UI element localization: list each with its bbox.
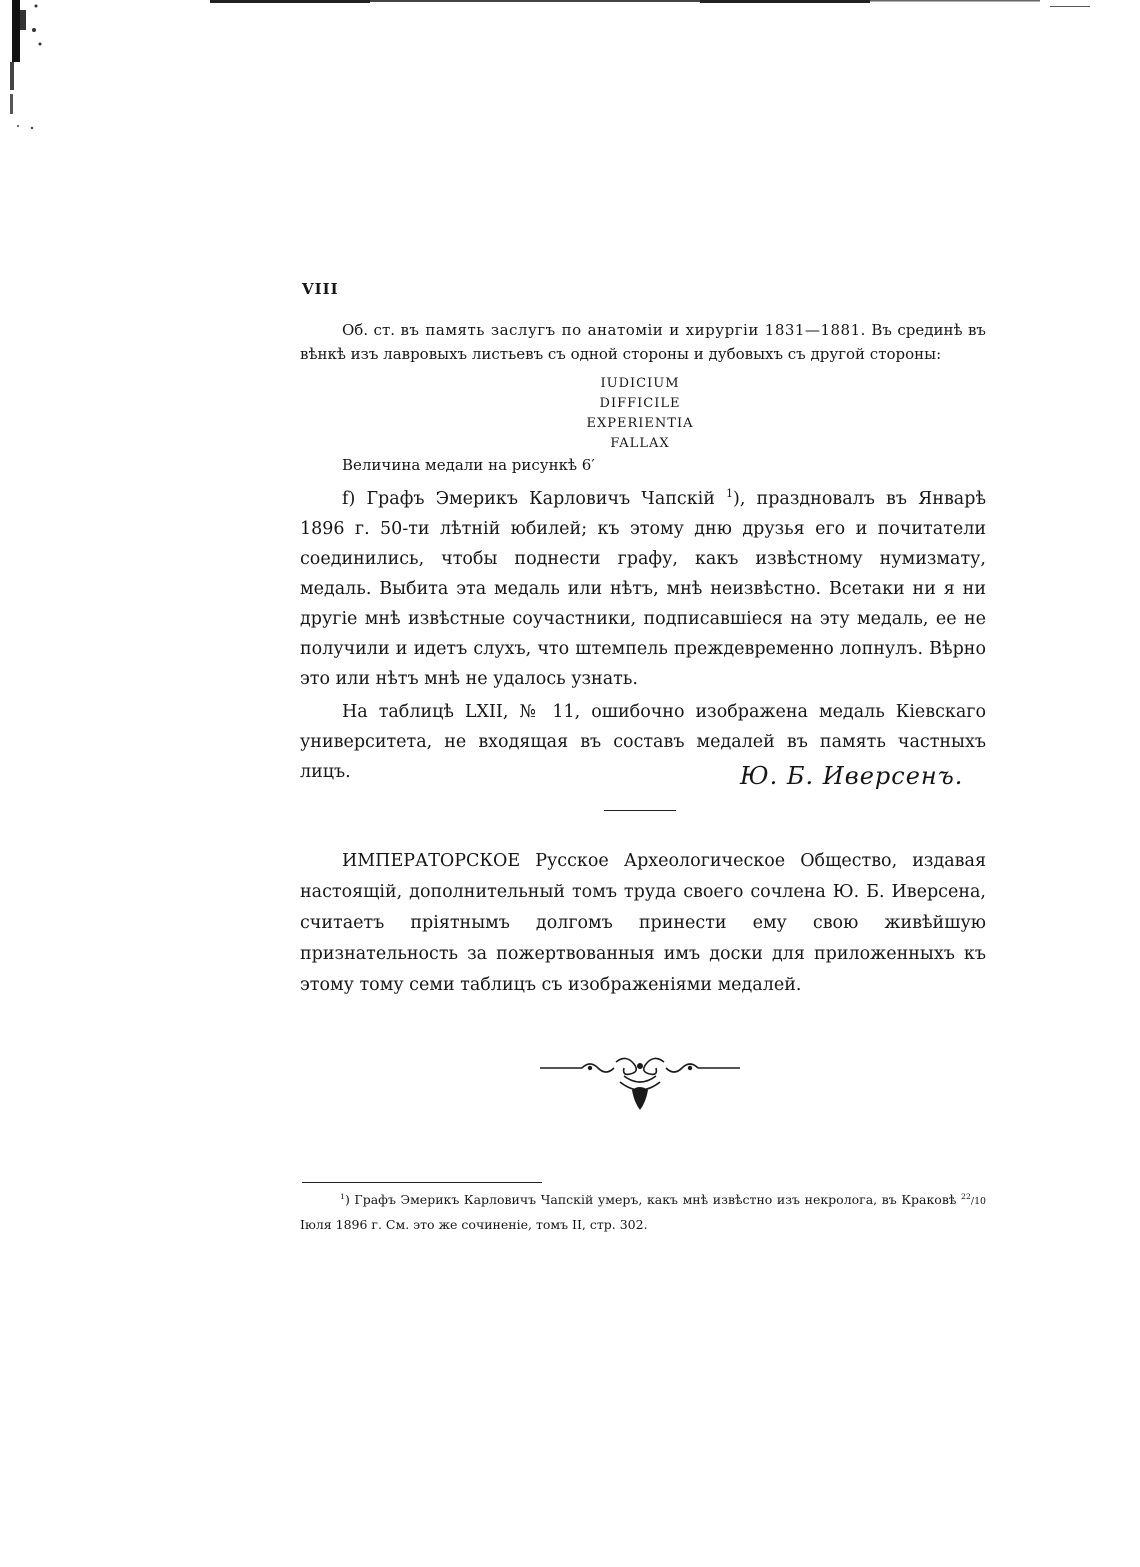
footnote-reference: 1 bbox=[726, 487, 733, 501]
footnote-text-after: Іюля 1896 г. См. это же сочиненіе, томъ II, стр. 302. bbox=[300, 1217, 648, 1232]
paragraph-letter: f) bbox=[342, 489, 356, 509]
inscription-line: IUDICIUM bbox=[600, 376, 680, 391]
footnote-date-sub: /10 bbox=[970, 1196, 986, 1207]
scan-edge-top bbox=[190, 0, 1140, 10]
footnote-text: ) Графъ Эмерикъ Карловичъ Чапскій умеръ, какъ мнѣ извѣстно изъ некролога, въ Краковѣ bbox=[344, 1192, 957, 1207]
paragraph-body: ), праздновалъ въ Январѣ 1896 г. 50-ти лѣтній юбилей; къ этому дню друзья его и почитатели соединились, чтобы поднести графу, какъ извѣстному нумизмату, медаль. Выбита эта медаль или нѣтъ, мнѣ неизвѣстно. Всетаки ни я ни другіе мнѣ извѣстные соучастники, подписавшіеся на эту медаль, ее не получили и идетъ слухъ, что штемпель преждевременно лопнулъ. Вѣрно это или нѣтъ мнѣ не удалось узнать. bbox=[300, 489, 986, 689]
medal-size: Величина медали на рисункѣ 6′ bbox=[342, 456, 595, 474]
society-body: Русское Археологическое Общество, издавая настоящій, дополнительный томъ труда своего сочлена Ю. Б. Иверсена, считаетъ пріятнымъ долгомъ принести ему свою живѣйшую признательность за пожертвованныя имъ доски для приложенныхъ къ этому тому семи таблицъ съ изображеніями медалей. bbox=[300, 851, 986, 995]
inscription-line: FALLAX bbox=[610, 436, 670, 451]
paragraph-erratum: На таблицѣ LXII, № 11, ошибочно изображена медаль Кіевскаго университета, не входящая въ составъ медалей въ память частныхъ лицъ. bbox=[300, 702, 986, 782]
scan-edge-marks bbox=[6, 0, 46, 140]
medal-inscription bbox=[540, 374, 740, 454]
paragraph-chapsky bbox=[300, 484, 986, 694]
medal-description-caps: въ память заслугъ по анатоміи и хирургіи 1831—1881. bbox=[400, 321, 866, 339]
footnote-rule bbox=[302, 1182, 542, 1183]
medal-description-lead: Об. ст. bbox=[342, 321, 396, 339]
footnote-marker: 1 bbox=[340, 1191, 345, 1201]
medal-description-rest: Въ срединѣ въ вѣнкѣ изъ лавровыхъ листьевъ съ одной стороны и дубовыхъ съ другой стороны: bbox=[300, 321, 986, 363]
footnote bbox=[300, 1188, 986, 1236]
floral-vignette-icon bbox=[538, 1052, 742, 1116]
author-signature: Ю. Б. Иверсенъ. bbox=[740, 762, 964, 790]
footnote-date-sup: 22 bbox=[961, 1191, 971, 1201]
paragraph-name: Графъ Эмерикъ Карловичъ Чапскій bbox=[366, 489, 715, 509]
society-caps: ИМПЕРАТОРСКОЕ bbox=[342, 851, 521, 871]
inscription-line: DIFFICILE bbox=[599, 396, 681, 411]
page-number: VIII bbox=[302, 280, 339, 298]
medal-description bbox=[300, 318, 986, 366]
section-divider bbox=[604, 810, 676, 811]
inscription-line: EXPERIENTIA bbox=[586, 416, 694, 431]
paragraph-society bbox=[300, 846, 986, 1001]
